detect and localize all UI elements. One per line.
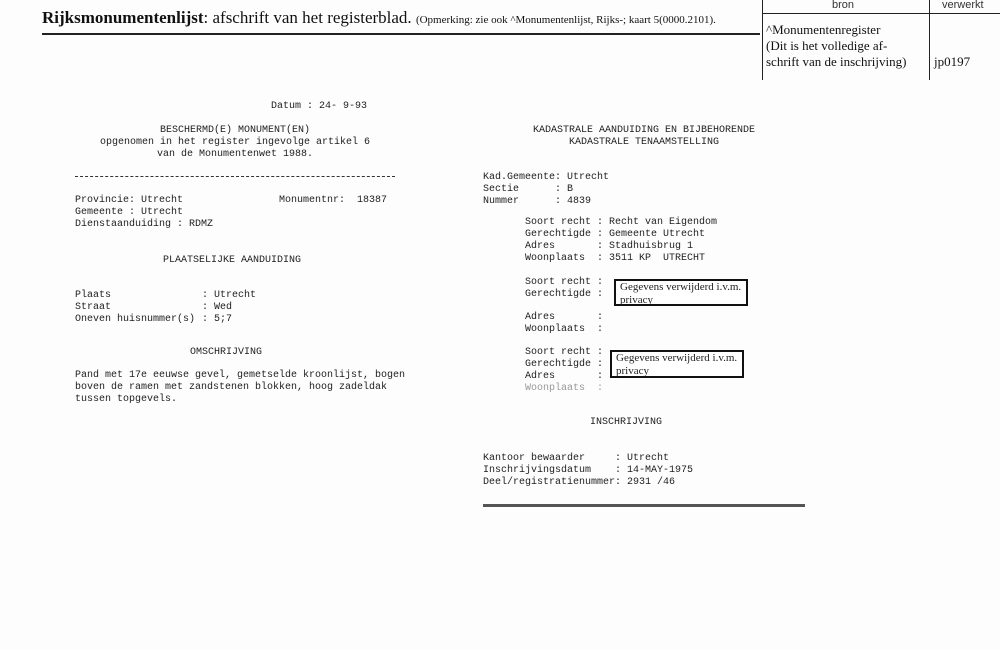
title-underline	[42, 33, 760, 35]
inschrijving-info: Kantoor bewaarder : Utrecht Inschrijvingsdatum : 14-MAY-1975 Deel/registratienummer: 2931 /46	[483, 453, 694, 488]
inschrijving-heading: INSCHRIJVING	[590, 417, 663, 428]
remark: (Opmerking: zie ook ^Monumentenlijst, Rijks-; kaart 5(0000.2101).	[415, 14, 716, 26]
verwerkt-cell: jp0197	[934, 54, 971, 69]
kadastrale-info: Kad.Gemeente: Utrecht Sectie : B Nummer : 4839	[483, 172, 610, 207]
monumentnr: Monumentnr: 18387	[279, 195, 388, 206]
redacted-box: Gegevens verwijderd i.v.m. privacy	[610, 350, 744, 378]
rechthebbende-1: Soort recht : Recht van Eigendom Gerechtigde : Gemeente Utrecht Adres : Stadhuisbrug 1 Woonplaats : 3511 KP UTRECHT	[525, 217, 718, 264]
rechthebbende-2: Soort recht : Gerechtigde : Adres : Woonplaats :	[525, 277, 604, 335]
redacted-box: Gegevens verwijderd i.v.m. privacy	[614, 279, 748, 306]
kadastrale-heading: KADASTRALE AANDUIDING EN BIJBEHORENDE KADASTRALE TENAAMSTELLING	[532, 125, 756, 148]
plaatselijk-heading: PLAATSELIJKE AANDUIDING	[163, 255, 302, 266]
dashed-divider	[75, 176, 395, 177]
document-title: Rijksmonumentenlijst: afschrift van het registerblad. (Opmerking: zie ook ^Monumentenlijst, Rijks-; kaart 5(0000.2101).	[42, 8, 716, 27]
table-border	[762, 13, 1000, 14]
plaatselijk-values: : Utrecht : Wed : 5;7	[202, 290, 257, 325]
intro: BESCHERMD(E) MONUMENT(EN) opgenomen in het register ingevolge artikel 6 van de Monumentenwet 1988.	[99, 125, 371, 160]
datum: Datum : 24- 9-93	[271, 101, 368, 112]
bottom-divider	[483, 504, 805, 507]
table-border	[762, 0, 763, 80]
column-header-verwerkt: verwerkt	[942, 0, 984, 11]
location-info: Provincie: Utrecht Gemeente : Utrecht Dienstaanduiding : RDMZ	[75, 195, 214, 230]
plaatselijk-labels: Plaats Straat Oneven huisnummer(s)	[75, 290, 196, 325]
omschrijving-text: Pand met 17e eeuwse gevel, gemetselde kroonlijst, bogen boven de ramen met zandstenen blokken, hoog zadeldak tussen topgevels.	[75, 370, 406, 405]
omschrijving-heading: OMSCHRIJVING	[190, 347, 263, 358]
rechthebbende-3: Soort recht : Gerechtigde : Adres : Woonplaats :	[525, 347, 604, 394]
column-header-bron: bron	[832, 0, 855, 11]
table-border	[929, 0, 930, 80]
bron-cell: ^Monumentenregister (Dit is het volledige af- schrift van de inschrijving)	[766, 22, 907, 69]
